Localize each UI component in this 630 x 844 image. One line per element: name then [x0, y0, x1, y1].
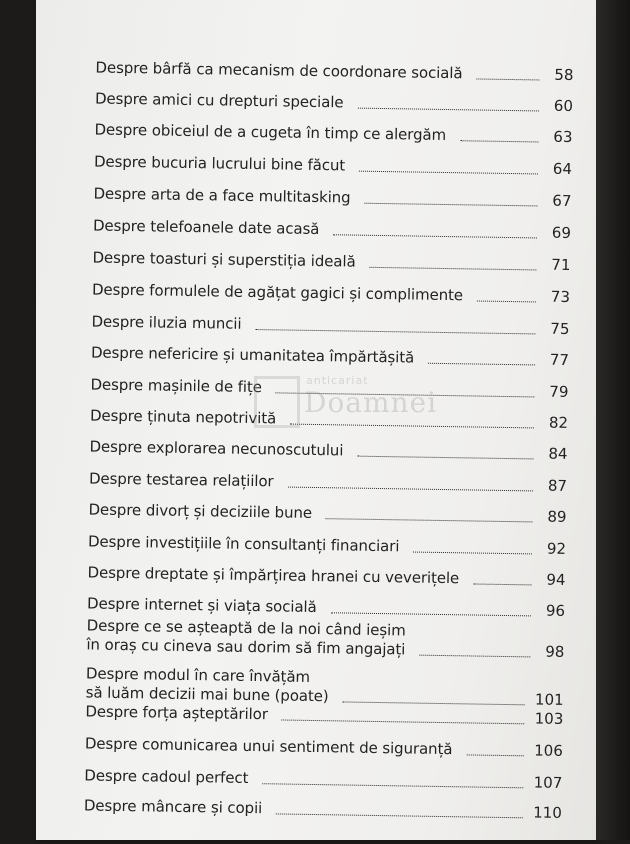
toc-entry-title: Despre bucuria lucrului bine făcut: [93, 152, 346, 175]
toc-entry-page: 89: [547, 507, 567, 526]
toc-entry-title: Despre dreptate și împărțirea hranei cu veverițele: [87, 563, 460, 588]
dot-leader: [357, 108, 538, 112]
toc-entry-page: 87: [547, 476, 568, 495]
toc-entry-title: Despre forța așteptărilor: [85, 702, 268, 724]
toc-entry-title: Despre bârfă ca mecanism de coordonare socială: [95, 58, 463, 83]
toc-entry-page: 103: [534, 709, 564, 728]
toc-entry: [87, 563, 565, 590]
toc-entry: [95, 89, 573, 116]
dot-leader: [343, 701, 525, 705]
toc-entry: [92, 280, 570, 307]
toc-entry-page: 107: [533, 773, 563, 792]
toc-entry: [92, 248, 570, 275]
toc-entry-page: 60: [553, 96, 574, 115]
toc-entry: [95, 58, 573, 85]
dot-leader: [466, 754, 524, 756]
toc-entry-page: 92: [546, 539, 567, 558]
toc-entry-title: Despre nefericire și umanitatea împărtășită: [90, 343, 415, 367]
toc-entry-page: 110: [533, 803, 563, 822]
toc-entry-title: Despre investițiile în consultanți financiari: [87, 532, 400, 556]
toc-entry-title: Despre internet și viața socială: [86, 594, 317, 617]
dot-leader: [331, 612, 531, 616]
dot-leader: [255, 329, 535, 334]
toc-entry-title: Despre explorarea necunoscutului: [89, 437, 344, 460]
toc-entry-title: Despre comunicarea unui sentiment de siguranță: [84, 734, 453, 759]
toc-entry: [93, 216, 571, 243]
toc-entry: [88, 532, 566, 559]
dot-leader: [333, 234, 537, 238]
toc-entry-title: Despre amici cu drepturi speciale: [94, 89, 344, 112]
toc-entry-page: 69: [551, 223, 572, 242]
toc-entry: [84, 766, 562, 793]
toc-entry-page: 67: [552, 191, 572, 210]
toc-entry-title: Despre ce se așteaptă de la noi când ieșim în oraș cu cineva sau dorim să fim angajați: [86, 616, 406, 659]
toc-entry-page: 73: [550, 287, 571, 306]
toc-entry: [94, 152, 572, 179]
dot-leader: [364, 203, 537, 207]
toc-entry-page: 77: [549, 350, 570, 369]
toc-entry-title: Despre mâncare și copii: [83, 796, 263, 818]
toc-entry-title: Despre formulele de agățat gagici și complimente: [91, 280, 464, 305]
toc-entry-page: 71: [551, 255, 571, 274]
toc-entry-page: 63: [553, 127, 573, 146]
toc-entry-title: Despre arta de a face multitasking: [93, 184, 351, 207]
dot-leader: [419, 655, 530, 658]
toc-entry-title: Despre telefoanele date acasă: [92, 216, 320, 239]
watermark-big-text: Doamnei: [304, 386, 438, 419]
dot-leader: [370, 267, 537, 271]
toc-entry-page: 84: [548, 444, 568, 463]
dot-leader: [477, 301, 536, 303]
toc-entry-page: 79: [549, 382, 569, 401]
toc-entry-page: 101: [534, 690, 564, 709]
watermark-small-text: anticariat: [306, 374, 369, 387]
toc-entry-title: Despre obiceiul de a cugeta în timp ce alergăm: [94, 120, 447, 145]
toc-entry-title: Despre testarea relațiilor: [88, 469, 274, 491]
dot-leader: [326, 518, 533, 522]
watermark-frame-icon: [254, 376, 300, 428]
toc-entry-title: Despre ținuta nepotrivită: [89, 406, 277, 428]
watermark-logo: [254, 372, 444, 432]
dot-leader: [460, 140, 538, 142]
dot-leader: [359, 171, 538, 175]
toc-entry: [88, 500, 566, 527]
dot-leader: [413, 552, 532, 555]
toc-entry-page: 106: [534, 741, 563, 760]
toc-entry-page: 64: [552, 159, 573, 178]
toc-entry: [89, 437, 567, 464]
dot-leader: [287, 487, 532, 492]
dot-leader: [282, 719, 525, 724]
toc-entry-title: Despre iluzia muncii: [91, 312, 242, 333]
dot-leader: [357, 456, 533, 460]
dot-leader: [476, 78, 539, 80]
toc-entry-title: Despre mașinile de fițe: [90, 375, 263, 397]
dot-leader: [428, 363, 535, 366]
toc-entry-page: 58: [554, 65, 574, 85]
toc-entry-page: 75: [550, 319, 570, 338]
toc-entry-title: Despre cadoul perfect: [84, 766, 249, 787]
toc-entry-page: 82: [548, 413, 569, 432]
toc-entry: [91, 343, 569, 370]
dark-background-edge: [596, 0, 630, 840]
toc-entry-title: Despre divorț și deciziile bune: [88, 500, 313, 522]
toc-entry: [89, 469, 567, 496]
toc-entry: [91, 312, 569, 339]
toc-entry-page: 98: [545, 642, 565, 661]
toc-entry: [94, 120, 572, 147]
toc-entry: [93, 184, 571, 211]
dot-leader: [262, 783, 523, 788]
toc-entry-page: 94: [546, 570, 566, 589]
toc-entry-title: Despre toasturi și superstiția ideală: [92, 248, 356, 271]
toc-entry-page: 96: [545, 601, 566, 620]
dot-leader: [473, 583, 531, 585]
toc-entry: [84, 796, 562, 823]
toc-entry-title: Despre modul în care învățăm să luăm decizii mai bune (poate): [85, 664, 329, 706]
toc-entry: [85, 734, 563, 761]
book-page: [36, 0, 596, 840]
dot-leader: [276, 813, 523, 818]
toc-entry: [86, 616, 565, 662]
